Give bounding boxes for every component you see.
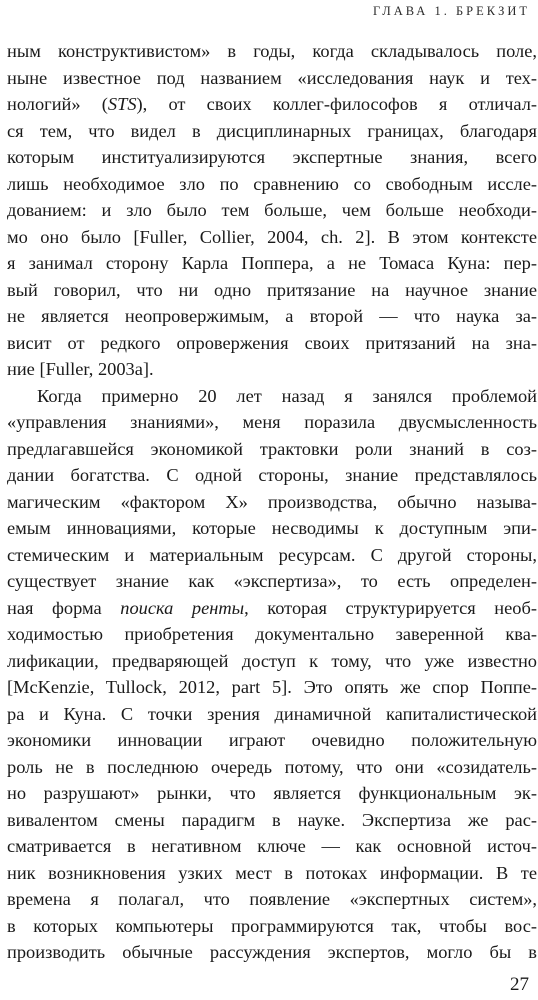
text-line (7, 833, 537, 860)
text-line (7, 674, 537, 701)
text-segment: магическим «фактором X» производства, обычно называ- (7, 491, 537, 512)
text-line (7, 886, 537, 913)
text-line (7, 860, 537, 887)
text-segment: стемическим и материальным ресурсам. С другой стороны, (7, 544, 537, 565)
text-line (7, 913, 537, 940)
text-line (7, 939, 537, 966)
text-segment: ся тем, что видел в дисциплинарных границах, благодаря (7, 120, 537, 141)
text-line (7, 118, 537, 145)
text-segment: , которая структурируется необ- (244, 597, 537, 618)
text-segment: дании богатства. С одной стороны, знание представлялось (7, 465, 537, 485)
text-line (7, 648, 537, 675)
text-segment: но разрушают» рынки, что является функциональным эк- (7, 783, 537, 803)
text-line (7, 515, 537, 542)
text-line (7, 356, 537, 383)
text-segment: Когда примерно 20 лет назад я занялся проблемой (37, 385, 537, 406)
text-segment: ние [Fuller, 2003a]. (7, 359, 154, 379)
text-line (7, 38, 537, 65)
text-segment: ная форма (7, 597, 121, 618)
text-segment: [McKenzie, Tullock, 2012, part 5]. Это опять же спор Поппе- (7, 677, 537, 697)
text-segment: экономики инновации играют очевидно положительную (7, 730, 537, 750)
body-text (7, 38, 537, 966)
text-line (7, 144, 537, 171)
text-segment: существует знание как «экспертиза», то есть определен- (7, 571, 537, 591)
text-segment: ным конструктивистом» в годы, когда складывалось поле, (7, 41, 537, 61)
text-line (7, 197, 537, 224)
text-line (7, 65, 537, 92)
italic-text: поиска ренты (120, 597, 245, 618)
text-line (7, 250, 537, 277)
text-segment: емым инновациями, которые несводимы к доступным эпи- (7, 518, 537, 538)
text-segment: я занимал сторону Карла Поппера, а не Томаса Куна: пер- (7, 253, 537, 273)
text-line (7, 727, 537, 754)
text-line (7, 171, 537, 198)
text-segment: висит от редкого опровержения своих притязаний на зна- (7, 332, 537, 353)
italic-text: STS (107, 94, 137, 114)
text-line (7, 780, 537, 807)
text-line (7, 224, 537, 251)
text-segment: ныне известное под названием «исследования наук и тех- (7, 67, 537, 88)
text-segment: предлагавшейся экономикой трактовки роли знаний в соз- (7, 438, 537, 459)
text-segment: производить обычные рассуждения экспертов, могло бы в (7, 942, 537, 962)
text-line (7, 621, 537, 648)
text-segment: в которых компьютеры программируются так, чтобы вос- (7, 915, 537, 936)
text-segment: лишь необходимое зло по сравнению со свободным исслe- (7, 173, 537, 194)
text-segment: вивалентом смены парадигм в науке. Экспертиза же рас- (7, 809, 537, 830)
text-segment: роль не в последнюю очередь потому, что они «созидатель- (7, 756, 537, 777)
running-head: ГЛАВА 1. БРЕКЗИТ (372, 4, 530, 18)
text-segment: ), от своих коллег-философов я отличал- (136, 94, 537, 114)
text-segment: времена я полагал, что появление «экспертных систем», (7, 889, 537, 909)
text-line (7, 542, 537, 569)
text-segment: которым институализируются экспертные знания, всего (7, 147, 537, 167)
text-line (7, 330, 537, 357)
text-line (7, 489, 537, 516)
text-line (7, 595, 537, 622)
text-segment: ник возникновения узких мест в потоках информации. В те (7, 862, 537, 883)
text-line (7, 807, 537, 834)
text-line (7, 436, 537, 463)
text-segment: нологий» ( (7, 94, 108, 114)
text-line (7, 754, 537, 781)
text-line (7, 409, 537, 436)
text-line (7, 303, 537, 330)
text-line (7, 383, 537, 410)
text-segment: не является неопровержимым, а второй — что наука за- (7, 306, 537, 326)
text-segment: «управления знаниями», меня поразила двусмысленность (7, 412, 537, 432)
page-number: 27 (510, 974, 529, 995)
text-line (7, 701, 537, 728)
text-segment: вый говорил, что ни одно притязание на научное знание (7, 279, 537, 300)
text-line (7, 568, 537, 595)
text-segment: лификации, предваряющей доступ к тому, что уже известно (7, 650, 537, 671)
text-line (7, 91, 537, 118)
text-line (7, 277, 537, 304)
text-segment: ра и Куна. С точки зрения динамичной капиталистической (7, 703, 537, 724)
text-line (7, 462, 537, 489)
text-segment: ходимостью приобретения документально заверенной ква- (7, 624, 537, 644)
text-segment: мо оно было [Fuller, Collier, 2004, ch. 2]. В этом контексте (7, 226, 537, 247)
text-segment: сматривается в негативном ключе — как основной источ- (7, 836, 537, 856)
text-segment: дованием: и зло было тем больше, чем больше необходи- (7, 200, 537, 220)
